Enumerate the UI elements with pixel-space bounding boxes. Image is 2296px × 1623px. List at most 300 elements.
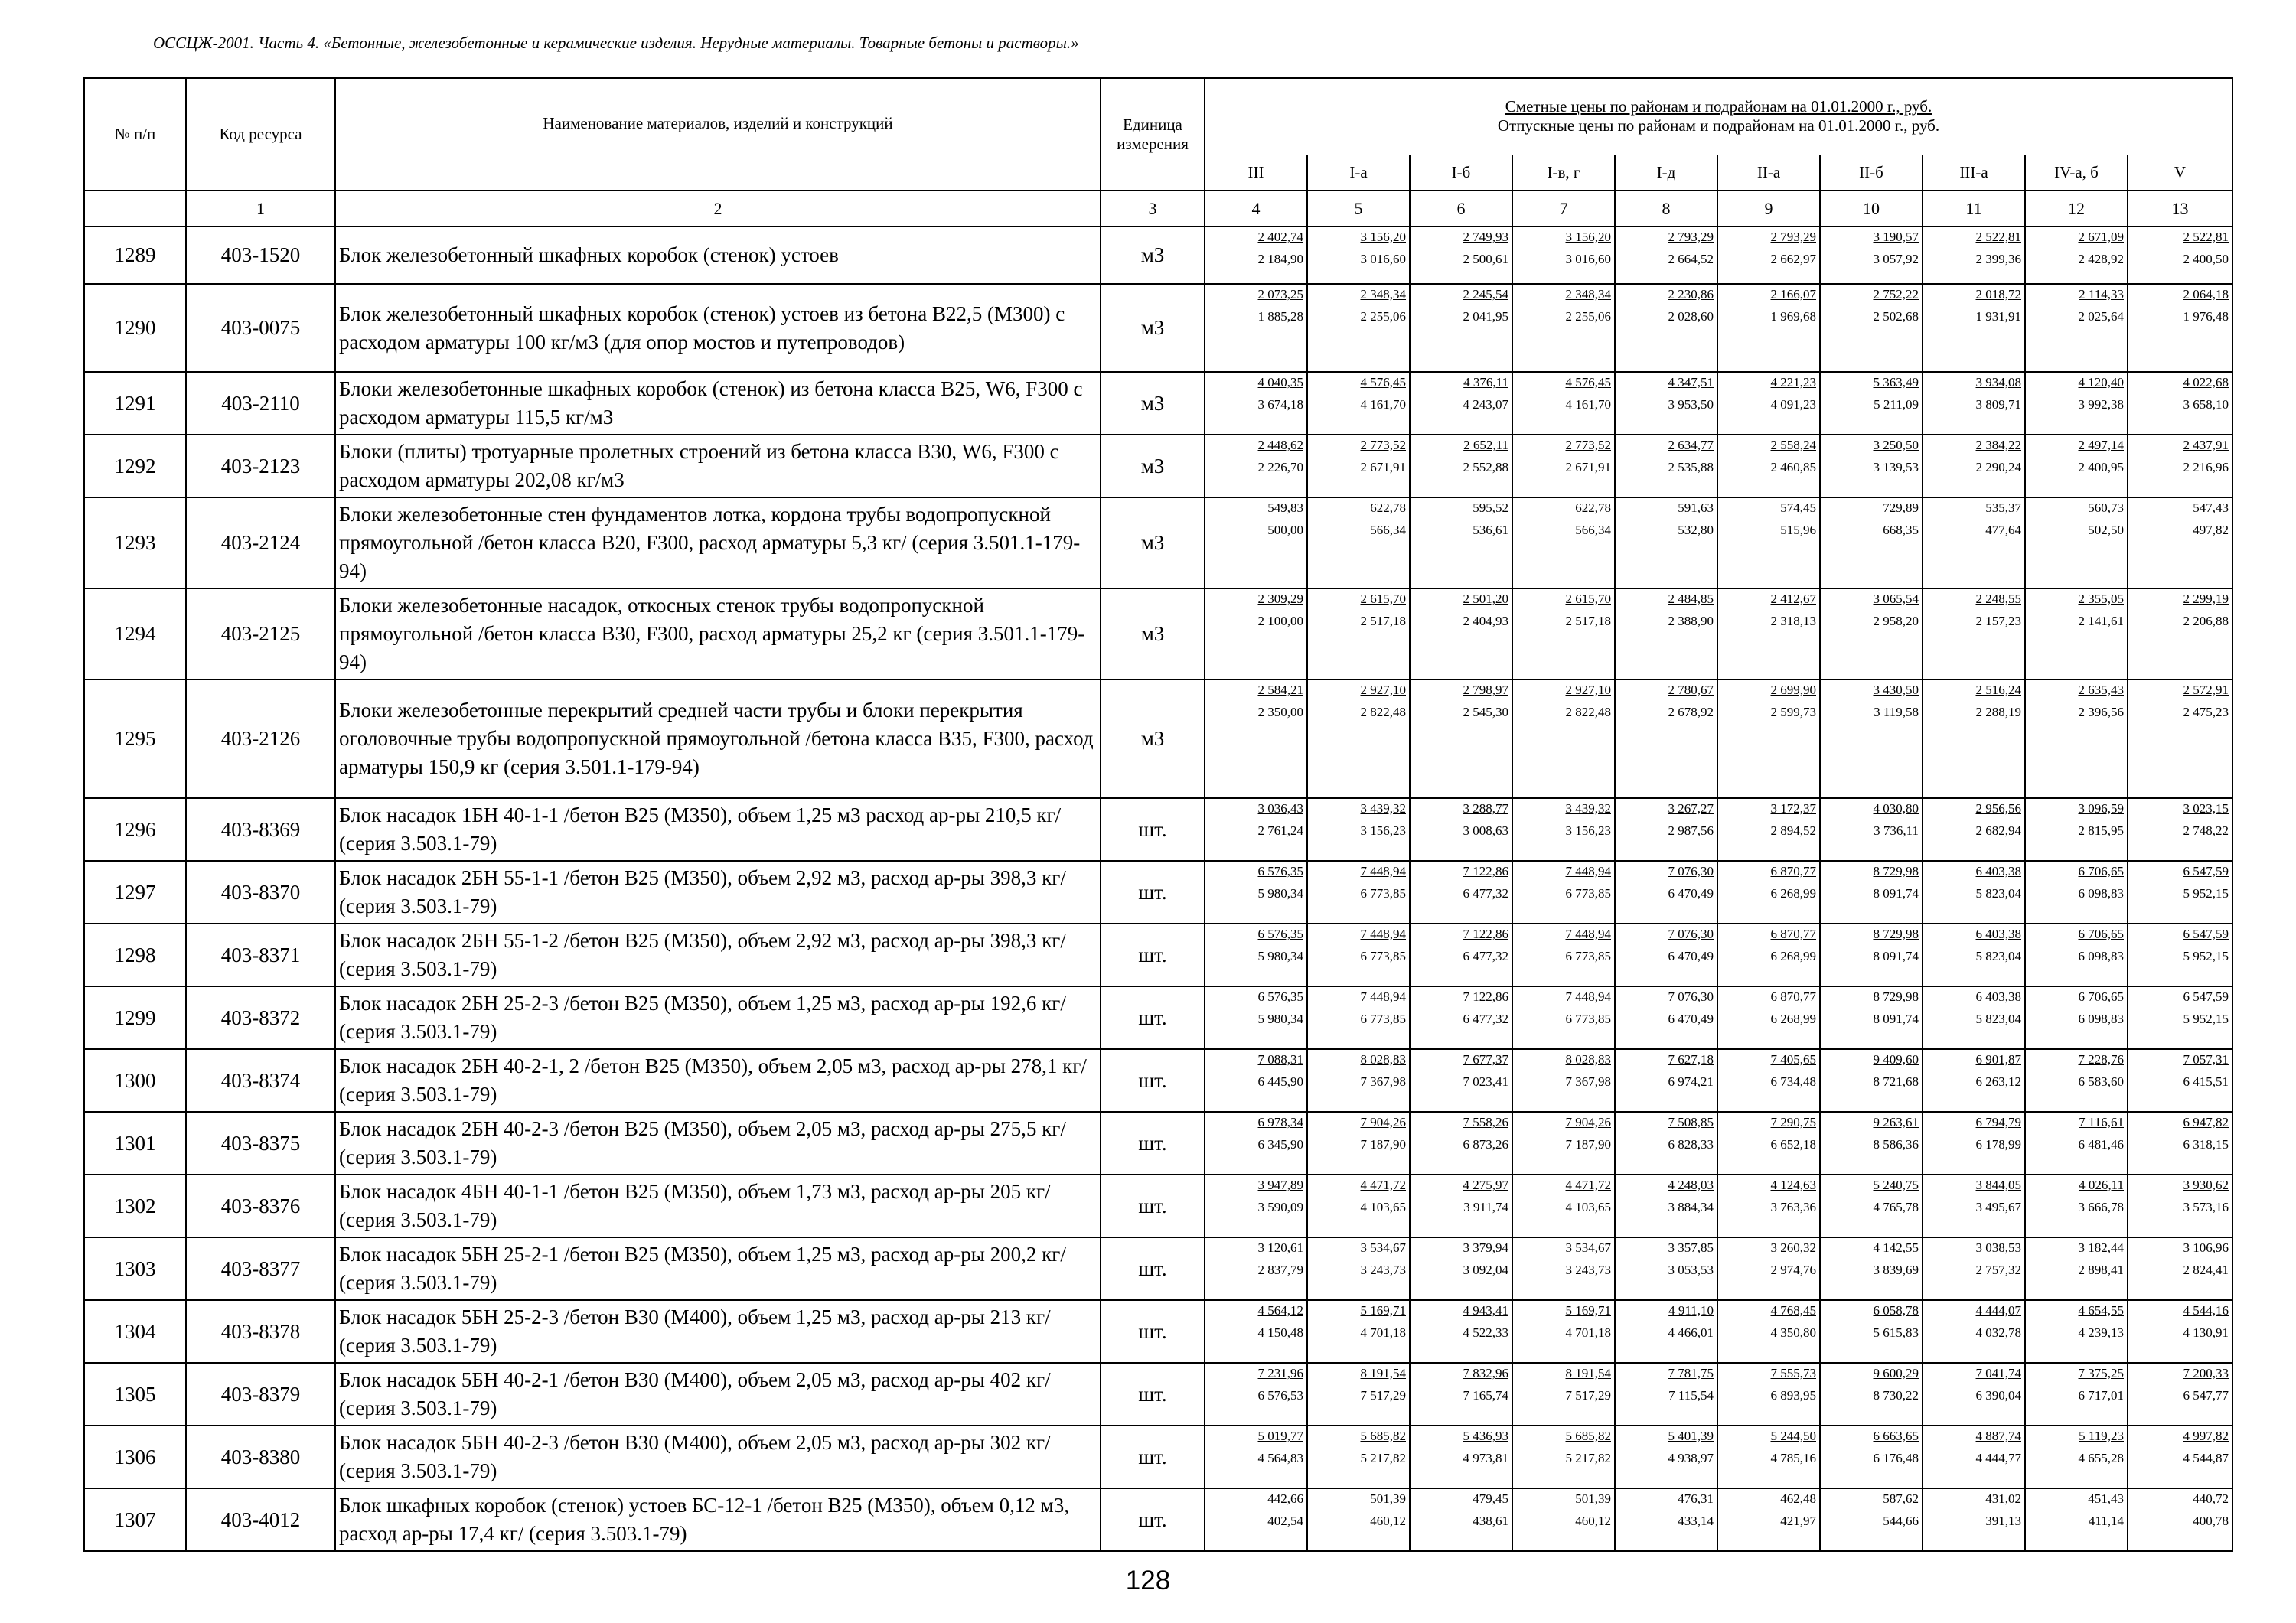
wholesale-price: 7 517,29 xyxy=(1565,1388,1611,1403)
price-cell xyxy=(1923,1175,2025,1237)
estimate-price: 2 018,72 xyxy=(1975,287,2021,301)
price-cell xyxy=(1307,798,1410,861)
region-header: III xyxy=(1205,155,1307,191)
estimate-price: 7 405,65 xyxy=(1770,1052,1816,1067)
price-cell xyxy=(1923,1049,2025,1112)
price-cell xyxy=(2025,497,2128,588)
wholesale-price: 2 428,92 xyxy=(2078,252,2124,266)
material-name: Блок насадок 5БН 25-2-3 /бетон В30 (М400), объем 1,25 м3, расход ар-ры 213 кг/ (серия 3.503.1-79) xyxy=(335,1300,1101,1363)
price-cell xyxy=(1512,372,1615,435)
unit-cell: шт. xyxy=(1101,1488,1205,1551)
estimate-price: 442,66 xyxy=(1267,1491,1303,1506)
row-number: 1300 xyxy=(84,1049,186,1112)
wholesale-price: 2 290,24 xyxy=(1975,460,2021,474)
row-number: 1297 xyxy=(84,861,186,924)
estimate-price: 2 956,56 xyxy=(1975,801,2021,816)
estimate-price: 4 275,97 xyxy=(1463,1178,1508,1192)
price-cell xyxy=(1923,1300,2025,1363)
estimate-price: 4 221,23 xyxy=(1770,375,1816,389)
estimate-price: 7 904,26 xyxy=(1360,1115,1406,1129)
price-cell xyxy=(1205,227,1307,284)
wholesale-price: 2 682,94 xyxy=(1975,823,2021,838)
price-cell xyxy=(1820,1112,1923,1175)
price-cell xyxy=(1410,1488,1512,1551)
resource-code: 403-2123 xyxy=(186,435,335,497)
wholesale-price: 6 893,95 xyxy=(1770,1388,1816,1403)
estimate-price: 3 172,37 xyxy=(1770,801,1816,816)
wholesale-price: 497,82 xyxy=(2193,523,2229,537)
wholesale-price: 6 477,32 xyxy=(1463,886,1508,901)
estimate-price: 5 019,77 xyxy=(1257,1429,1303,1443)
estimate-price: 4 564,12 xyxy=(1257,1303,1303,1318)
price-cell xyxy=(1717,1112,1820,1175)
row-number: 1291 xyxy=(84,372,186,435)
wholesale-price: 3 573,16 xyxy=(2183,1200,2229,1214)
wholesale-price: 6 583,60 xyxy=(2078,1074,2124,1089)
price-cell xyxy=(1512,227,1615,284)
price-cell xyxy=(1307,680,1410,798)
estimate-price: 5 240,75 xyxy=(1873,1178,1919,1192)
estimate-price: 729,89 xyxy=(1883,500,1919,515)
price-cell xyxy=(1615,435,1717,497)
wholesale-price: 2 399,36 xyxy=(1975,252,2021,266)
price-cell xyxy=(2025,1112,2128,1175)
wholesale-price: 4 544,87 xyxy=(2183,1451,2229,1465)
estimate-price: 7 448,94 xyxy=(1565,864,1611,878)
row-number: 1306 xyxy=(84,1426,186,1488)
estimate-price: 2 615,70 xyxy=(1565,592,1611,606)
row-number: 1294 xyxy=(84,588,186,680)
wholesale-price: 4 161,70 xyxy=(1360,397,1406,412)
table-row xyxy=(84,1049,2232,1112)
wholesale-price: 3 763,36 xyxy=(1770,1200,1816,1214)
price-cell xyxy=(1820,1175,1923,1237)
wholesale-price: 2 517,18 xyxy=(1565,614,1611,628)
wholesale-price: 7 165,74 xyxy=(1463,1388,1508,1403)
row-number: 1305 xyxy=(84,1363,186,1426)
price-cell xyxy=(1615,861,1717,924)
price-cell xyxy=(1717,1300,1820,1363)
estimate-price: 4 347,51 xyxy=(1668,375,1714,389)
price-cell xyxy=(1410,986,1512,1049)
wholesale-price: 2 671,91 xyxy=(1565,460,1611,474)
price-cell xyxy=(1923,1112,2025,1175)
wholesale-price: 2 255,06 xyxy=(1565,309,1611,324)
material-name: Блок насадок 5БН 40-2-3 /бетон В30 (М400), объем 2,05 м3, расход ар-ры 302 кг/ (серия 3.503.1-79) xyxy=(335,1426,1101,1488)
estimate-price: 4 376,11 xyxy=(1463,375,1508,389)
price-cell xyxy=(1205,798,1307,861)
price-cell xyxy=(1717,372,1820,435)
estimate-price: 7 904,26 xyxy=(1565,1115,1611,1129)
price-cell xyxy=(2025,986,2128,1049)
estimate-price: 7 448,94 xyxy=(1565,989,1611,1004)
wholesale-price: 2 184,90 xyxy=(1257,252,1303,266)
price-cell xyxy=(1307,435,1410,497)
wholesale-price: 2 502,68 xyxy=(1873,309,1919,324)
price-cell xyxy=(1205,284,1307,372)
resource-code: 403-1520 xyxy=(186,227,335,284)
wholesale-price: 6 477,32 xyxy=(1463,949,1508,963)
unit-cell: шт. xyxy=(1101,1175,1205,1237)
wholesale-price: 3 911,74 xyxy=(1463,1200,1508,1214)
wholesale-price: 402,54 xyxy=(1267,1514,1303,1528)
estimate-price: 2 927,10 xyxy=(1360,683,1406,697)
estimate-price: 3 534,67 xyxy=(1360,1240,1406,1255)
price-cell xyxy=(1307,588,1410,680)
estimate-price: 3 096,59 xyxy=(2078,801,2124,816)
estimate-price: 2 635,43 xyxy=(2078,683,2124,697)
price-cell xyxy=(1512,1363,1615,1426)
wholesale-price: 6 773,85 xyxy=(1565,949,1611,963)
wholesale-price: 5 980,34 xyxy=(1257,1012,1303,1026)
wholesale-price: 7 367,98 xyxy=(1360,1074,1406,1089)
price-cell xyxy=(1307,1363,1410,1426)
estimate-price: 7 122,86 xyxy=(1463,989,1508,1004)
estimate-price: 6 547,59 xyxy=(2183,927,2229,941)
wholesale-price: 4 938,97 xyxy=(1668,1451,1714,1465)
estimate-price: 4 120,40 xyxy=(2078,375,2124,389)
price-cell xyxy=(1615,372,1717,435)
price-cell xyxy=(1820,680,1923,798)
resource-code: 403-8375 xyxy=(186,1112,335,1175)
wholesale-price: 4 239,13 xyxy=(2078,1325,2124,1340)
estimate-price: 2 402,74 xyxy=(1257,230,1303,244)
estimate-price: 6 794,79 xyxy=(1975,1115,2021,1129)
column-index-cell: 8 xyxy=(1615,191,1717,227)
wholesale-price: 2 460,85 xyxy=(1770,460,1816,474)
page-number: 128 xyxy=(1125,1566,1171,1595)
estimate-price: 479,45 xyxy=(1473,1491,1508,1506)
wholesale-price: 4 103,65 xyxy=(1360,1200,1406,1214)
wholesale-price: 4 243,07 xyxy=(1463,397,1508,412)
estimate-price: 3 156,20 xyxy=(1360,230,1406,244)
estimate-price: 7 057,31 xyxy=(2183,1052,2229,1067)
estimate-price: 9 409,60 xyxy=(1873,1052,1919,1067)
wholesale-price: 2 664,52 xyxy=(1668,252,1714,266)
wholesale-price: 6 773,85 xyxy=(1360,949,1406,963)
estimate-price: 2 584,21 xyxy=(1257,683,1303,697)
wholesale-price: 8 586,36 xyxy=(1873,1137,1919,1152)
wholesale-price: 4 466,01 xyxy=(1668,1325,1714,1340)
row-number: 1293 xyxy=(84,497,186,588)
wholesale-price: 4 655,28 xyxy=(2078,1451,2124,1465)
estimate-price: 7 228,76 xyxy=(2078,1052,2124,1067)
price-cell xyxy=(2128,372,2232,435)
estimate-price: 2 064,18 xyxy=(2183,287,2229,301)
row-number: 1290 xyxy=(84,284,186,372)
table-row xyxy=(84,1488,2232,1551)
price-cell xyxy=(2128,798,2232,861)
wholesale-price: 3 016,60 xyxy=(1360,252,1406,266)
wholesale-price: 6 390,04 xyxy=(1975,1388,2021,1403)
wholesale-price: 4 444,77 xyxy=(1975,1451,2021,1465)
price-cell xyxy=(1512,1488,1615,1551)
price-cell xyxy=(1205,1049,1307,1112)
region-header: V xyxy=(2128,155,2232,191)
resource-code: 403-8372 xyxy=(186,986,335,1049)
price-cell xyxy=(1205,986,1307,1049)
header-code: Код ресурса xyxy=(186,78,335,191)
resource-code: 403-8374 xyxy=(186,1049,335,1112)
price-cell xyxy=(1820,588,1923,680)
wholesale-price: 3 008,63 xyxy=(1463,823,1508,838)
price-cell xyxy=(1615,497,1717,588)
running-head: ОССЦЖ-2001. Часть 4. «Бетонные, железобетонные и керамические изделия. Нерудные материалы. Товарные бетоны и растворы.» xyxy=(153,34,1079,52)
estimate-price: 7 231,96 xyxy=(1257,1366,1303,1380)
wholesale-price: 532,80 xyxy=(1678,523,1714,537)
unit-cell: м3 xyxy=(1101,435,1205,497)
price-cell xyxy=(1717,1363,1820,1426)
wholesale-price: 3 495,67 xyxy=(1975,1200,2021,1214)
estimate-price: 535,37 xyxy=(1985,500,2021,515)
price-cell xyxy=(1615,1488,1717,1551)
wholesale-price: 6 098,83 xyxy=(2078,1012,2124,1026)
unit-cell: шт. xyxy=(1101,1237,1205,1300)
wholesale-price: 3 590,09 xyxy=(1257,1200,1303,1214)
table-row xyxy=(84,435,2232,497)
wholesale-price: 4 350,80 xyxy=(1770,1325,1816,1340)
estimate-price: 501,39 xyxy=(1575,1491,1611,1506)
price-cell xyxy=(1512,1112,1615,1175)
price-cell xyxy=(2025,1237,2128,1300)
wholesale-price: 6 773,85 xyxy=(1565,1012,1611,1026)
estimate-price: 547,43 xyxy=(2193,500,2229,515)
estimate-price: 7 200,33 xyxy=(2183,1366,2229,1380)
price-cell xyxy=(1717,1488,1820,1551)
wholesale-price: 477,64 xyxy=(1985,523,2021,537)
estimate-price: 2 073,25 xyxy=(1257,287,1303,301)
resource-code: 403-8377 xyxy=(186,1237,335,1300)
price-cell xyxy=(1820,497,1923,588)
estimate-price: 6 403,38 xyxy=(1975,864,2021,878)
price-cell xyxy=(1410,861,1512,924)
column-index-cell: 12 xyxy=(2025,191,2128,227)
material-name: Блок насадок 5БН 40-2-1 /бетон В30 (М400), объем 2,05 м3, расход ар-ры 402 кг/ (серия 3.503.1-79) xyxy=(335,1363,1101,1426)
row-number: 1292 xyxy=(84,435,186,497)
price-cell xyxy=(1923,1426,2025,1488)
price-cell xyxy=(2128,1049,2232,1112)
price-cell xyxy=(1307,1049,1410,1112)
price-cell xyxy=(1205,435,1307,497)
wholesale-price: 1 885,28 xyxy=(1257,309,1303,324)
estimate-price: 3 120,61 xyxy=(1257,1240,1303,1255)
unit-cell: шт. xyxy=(1101,1363,1205,1426)
estimate-price: 8 729,98 xyxy=(1873,927,1919,941)
estimate-price: 4 997,82 xyxy=(2183,1429,2229,1443)
resource-code: 403-8370 xyxy=(186,861,335,924)
price-cell xyxy=(1512,1237,1615,1300)
column-index-cell: 10 xyxy=(1820,191,1923,227)
column-index-cell: 7 xyxy=(1512,191,1615,227)
price-cell xyxy=(1410,497,1512,588)
wholesale-price: 2 837,79 xyxy=(1257,1263,1303,1277)
region-header: I-б xyxy=(1410,155,1512,191)
price-cell xyxy=(1820,1363,1923,1426)
wholesale-price: 460,12 xyxy=(1370,1514,1406,1528)
price-cell xyxy=(1512,588,1615,680)
price-cell xyxy=(1307,497,1410,588)
price-cell xyxy=(1923,680,2025,798)
estimate-price: 3 036,43 xyxy=(1257,801,1303,816)
wholesale-price: 2 761,24 xyxy=(1257,823,1303,838)
price-cell xyxy=(1923,1237,2025,1300)
wholesale-price: 6 098,83 xyxy=(2078,886,2124,901)
price-cell xyxy=(1307,284,1410,372)
estimate-price: 4 142,55 xyxy=(1873,1240,1919,1255)
row-number: 1304 xyxy=(84,1300,186,1363)
wholesale-price: 3 839,69 xyxy=(1873,1263,1919,1277)
wholesale-price: 4 564,83 xyxy=(1257,1451,1303,1465)
wholesale-price: 3 119,58 xyxy=(1874,705,1919,719)
estimate-price: 462,48 xyxy=(1780,1491,1816,1506)
estimate-price: 6 576,35 xyxy=(1257,989,1303,1004)
wholesale-price: 5 980,34 xyxy=(1257,949,1303,963)
estimate-price: 6 870,77 xyxy=(1770,864,1816,878)
estimate-price: 5 401,39 xyxy=(1668,1429,1714,1443)
estimate-price: 3 250,50 xyxy=(1873,438,1919,452)
row-number: 1296 xyxy=(84,798,186,861)
wholesale-price: 3 156,23 xyxy=(1360,823,1406,838)
wholesale-price: 6 717,01 xyxy=(2078,1388,2124,1403)
wholesale-price: 2 157,23 xyxy=(1975,614,2021,628)
material-name: Блоки железобетонные стен фундаментов лотка, кордона трубы водопропускной прямоугольной /бетон класса В20, F300, расход арматуры 5,3 кг/ (серия 3.501.1-179-94) xyxy=(335,497,1101,588)
wholesale-price: 8 091,74 xyxy=(1873,1012,1919,1026)
estimate-price: 2 793,29 xyxy=(1668,230,1714,244)
estimate-price: 3 288,77 xyxy=(1463,801,1508,816)
estimate-price: 7 041,74 xyxy=(1975,1366,2021,1380)
price-cell xyxy=(1205,861,1307,924)
price-cell xyxy=(1307,1112,1410,1175)
estimate-price: 451,43 xyxy=(2088,1491,2124,1506)
estimate-price: 8 729,98 xyxy=(1873,864,1919,878)
wholesale-price: 2 400,95 xyxy=(2078,460,2124,474)
wholesale-price: 6 547,77 xyxy=(2183,1388,2229,1403)
material-name: Блоки (плиты) тротуарные пролетных строений из бетона класса В30, W6, F300 с расходом арматуры 202,08 кг/м3 xyxy=(335,435,1101,497)
table-row xyxy=(84,1112,2232,1175)
estimate-price: 4 576,45 xyxy=(1565,375,1611,389)
wholesale-price: 2 748,22 xyxy=(2183,823,2229,838)
material-name: Блок насадок 2БН 55-1-1 /бетон В25 (М350), объем 2,92 м3, расход ар-ры 398,3 кг/ (серия 3.503.1-79) xyxy=(335,861,1101,924)
price-cell xyxy=(1615,798,1717,861)
wholesale-price: 6 415,51 xyxy=(2183,1074,2229,1089)
price-cell xyxy=(1512,1426,1615,1488)
wholesale-price: 6 576,53 xyxy=(1257,1388,1303,1403)
table-row xyxy=(84,372,2232,435)
price-cell xyxy=(1717,227,1820,284)
estimate-price: 2 484,85 xyxy=(1668,592,1714,606)
price-cell xyxy=(1205,680,1307,798)
wholesale-price: 6 318,15 xyxy=(2183,1137,2229,1152)
wholesale-price: 2 987,56 xyxy=(1668,823,1714,838)
estimate-price: 549,83 xyxy=(1267,500,1303,515)
wholesale-price: 4 701,18 xyxy=(1360,1325,1406,1340)
price-cell xyxy=(1512,284,1615,372)
unit-cell: м3 xyxy=(1101,284,1205,372)
price-cell xyxy=(1410,372,1512,435)
price-cell xyxy=(1820,1488,1923,1551)
wholesale-price: 3 016,60 xyxy=(1565,252,1611,266)
unit-cell: м3 xyxy=(1101,588,1205,680)
wholesale-price: 2 400,50 xyxy=(2183,252,2229,266)
price-cell xyxy=(1717,861,1820,924)
price-cell xyxy=(2128,680,2232,798)
price-cell xyxy=(1205,1488,1307,1551)
column-index-cell: 9 xyxy=(1717,191,1820,227)
wholesale-price: 2 255,06 xyxy=(1360,309,1406,324)
table-row xyxy=(84,1363,2232,1426)
estimate-price: 4 544,16 xyxy=(2183,1303,2229,1318)
price-cell xyxy=(1615,1363,1717,1426)
price-cell xyxy=(1717,1237,1820,1300)
wholesale-price: 4 161,70 xyxy=(1565,397,1611,412)
price-cell xyxy=(2128,1300,2232,1363)
material-name: Блок железобетонный шкафных коробок (стенок) устоев из бетона В22,5 (М300) с расходом арматуры 100 кг/м3 (для опор мостов и путепроводов) xyxy=(335,284,1101,372)
estimate-price: 7 508,85 xyxy=(1668,1115,1714,1129)
estimate-price: 9 263,61 xyxy=(1873,1115,1919,1129)
estimate-price: 5 244,50 xyxy=(1770,1429,1816,1443)
table-row xyxy=(84,924,2232,986)
price-cell xyxy=(1410,588,1512,680)
wholesale-price: 8 091,74 xyxy=(1873,886,1919,901)
wholesale-price: 2 028,60 xyxy=(1668,309,1714,324)
region-header: III-а xyxy=(1923,155,2025,191)
estimate-price: 4 471,72 xyxy=(1565,1178,1611,1192)
estimate-price: 3 934,08 xyxy=(1975,375,2021,389)
column-index-cell: 3 xyxy=(1101,191,1205,227)
price-cell xyxy=(1512,680,1615,798)
estimate-price: 6 576,35 xyxy=(1257,927,1303,941)
estimate-price: 7 375,25 xyxy=(2078,1366,2124,1380)
estimate-price: 7 116,61 xyxy=(2079,1115,2124,1129)
estimate-price: 2 230,86 xyxy=(1668,287,1714,301)
resource-code: 403-0075 xyxy=(186,284,335,372)
price-table xyxy=(83,77,2233,1552)
estimate-price: 3 023,15 xyxy=(2183,801,2229,816)
wholesale-price: 3 139,53 xyxy=(1873,460,1919,474)
estimate-price: 3 430,50 xyxy=(1873,683,1919,697)
price-cell xyxy=(1512,986,1615,1049)
wholesale-price: 2 206,88 xyxy=(2183,614,2229,628)
estimate-price: 6 547,59 xyxy=(2183,989,2229,1004)
unit-cell: шт. xyxy=(1101,1112,1205,1175)
estimate-price: 6 663,65 xyxy=(1873,1429,1919,1443)
wholesale-price: 566,34 xyxy=(1370,523,1406,537)
wholesale-price: 6 481,46 xyxy=(2078,1137,2124,1152)
resource-code: 403-8376 xyxy=(186,1175,335,1237)
price-cell xyxy=(1307,1237,1410,1300)
estimate-price: 7 558,26 xyxy=(1463,1115,1508,1129)
price-cell xyxy=(1307,1175,1410,1237)
unit-cell: шт. xyxy=(1101,986,1205,1049)
price-cell xyxy=(1820,1426,1923,1488)
wholesale-price: 6 178,99 xyxy=(1975,1137,2021,1152)
wholesale-price: 2 216,96 xyxy=(2183,460,2229,474)
wholesale-price: 5 980,34 xyxy=(1257,886,1303,901)
estimate-price: 7 448,94 xyxy=(1565,927,1611,941)
material-name: Блок насадок 2БН 55-1-2 /бетон В25 (М350), объем 2,92 м3, расход ар-ры 398,3 кг/ (серия 3.503.1-79) xyxy=(335,924,1101,986)
wholesale-price: 2 757,32 xyxy=(1975,1263,2021,1277)
table-row xyxy=(84,497,2232,588)
estimate-price: 7 122,86 xyxy=(1463,864,1508,878)
price-cell xyxy=(1205,924,1307,986)
estimate-price: 7 677,37 xyxy=(1463,1052,1508,1067)
estimate-price: 2 355,05 xyxy=(2078,592,2124,606)
price-cell xyxy=(1307,861,1410,924)
wholesale-price: 2 545,30 xyxy=(1463,705,1508,719)
estimate-price: 2 437,91 xyxy=(2183,438,2229,452)
price-cell xyxy=(1820,372,1923,435)
estimate-price: 5 685,82 xyxy=(1565,1429,1611,1443)
